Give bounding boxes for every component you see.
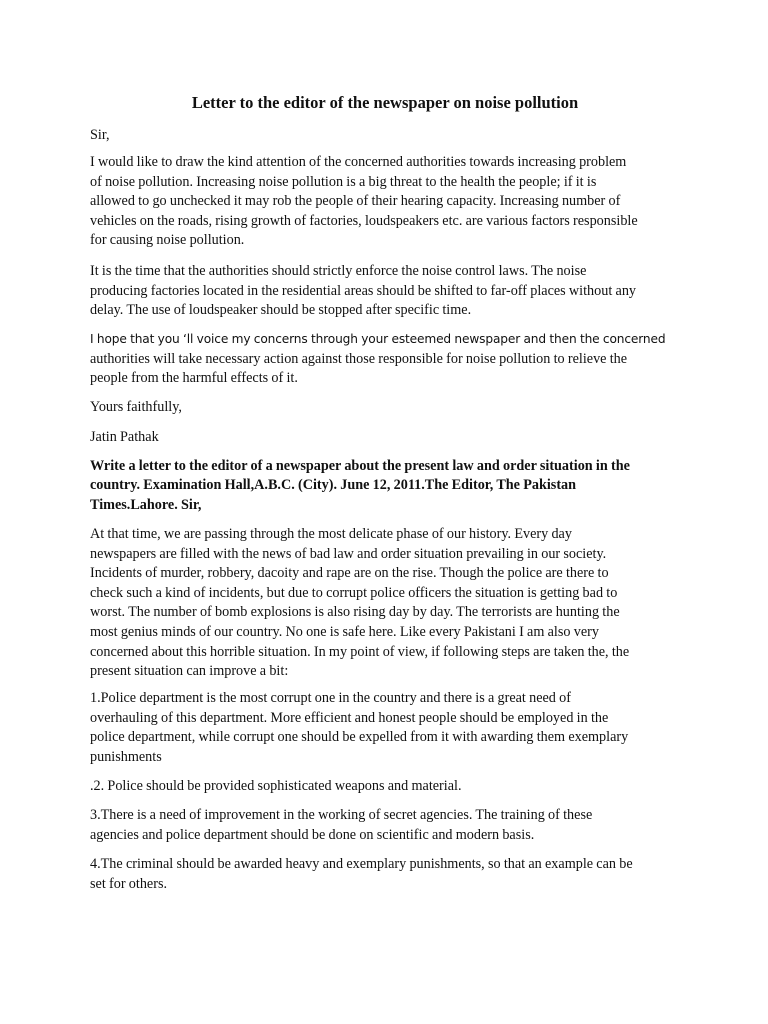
section-heading (90, 457, 680, 515)
paragraph-1 (90, 153, 680, 251)
list-item-2 (90, 777, 680, 797)
paragraph-line: for causing noise pollution. (90, 232, 245, 249)
paragraph-line: 3.There is a need of improvement in the working of secret agencies. The training of these (90, 807, 593, 823)
paragraph-line: worst. The number of bomb explosions is also rising day by day. The terrorists are hunting the (90, 604, 620, 621)
paragraph-line: producing factories located in the residential areas should be shifted to far-off places without any (90, 282, 637, 299)
salutation: Sir, (90, 127, 110, 143)
paragraph-line: overhauling of this department. More efficient and honest people should be employed in the (90, 709, 609, 726)
paragraph-line: present situation can improve a bit: (90, 663, 289, 680)
paragraph-line: vehicles on the roads, rising growth of factories, loudspeakers etc. are various factors responsible (90, 212, 638, 229)
paragraph-4 (90, 525, 680, 682)
paragraph-line: people from the harmful effects of it. (90, 370, 298, 387)
paragraph-line: punishments (90, 748, 162, 765)
heading-line: Times.Lahore. Sir, (90, 496, 202, 513)
paragraph-line: newspapers are filled with the news of bad law and order situation prevailing in our society. (90, 545, 607, 562)
paragraph-line: check such a kind of incidents, but due to corrupt police officers the situation is getting bad to (90, 584, 618, 601)
paragraph-line: I hope that you ‘ll voice my concerns through your esteemed newspaper and then the concerned (90, 332, 666, 346)
paragraph-3 (90, 330, 680, 389)
paragraph-line: At that time, we are passing through the most delicate phase of our history. Every day (90, 526, 572, 542)
paragraph-line: of noise pollution. Increasing noise pollution is a big threat to the health the people; if it is (90, 173, 597, 190)
heading-line: country. Examination Hall,A.B.C. (City). June 12, 2011.The Editor, The Pakistan (90, 477, 577, 494)
closing: Yours faithfully, (90, 399, 182, 415)
paragraph-line: It is the time that the authorities should strictly enforce the noise control laws. The noise (90, 263, 587, 279)
paragraph-line: authorities will take necessary action against those responsible for noise pollution to relieve the (90, 350, 628, 367)
paragraph-line: .2. Police should be provided sophisticated weapons and material. (90, 778, 462, 794)
paragraph-line: delay. The use of loudspeaker should be stopped after specific time. (90, 302, 472, 319)
heading-line: Write a letter to the editor of a newspaper about the present law and order situation in the (90, 458, 630, 474)
paragraph-line: 1.Police department is the most corrupt one in the country and there is a great need of (90, 690, 571, 706)
paragraph-line: I would like to draw the kind attention of the concerned authorities towards increasing problem (90, 154, 627, 170)
list-item-3 (90, 806, 680, 845)
list-item-1 (90, 689, 680, 767)
paragraph-line: most genius minds of our country. No one is safe here. Like every Pakistani I am also very (90, 623, 599, 640)
paragraph-line: Incidents of murder, robbery, dacoity and rape are on the rise. Though the police are there to (90, 565, 609, 582)
signature: Jatin Pathak (90, 429, 159, 445)
paragraph-line: allowed to go unchecked it may rob the people of their hearing capacity. Increasing number of (90, 193, 621, 210)
list-item-4 (90, 855, 680, 894)
page-title: Letter to the editor of the newspaper on noise pollution (191, 93, 579, 112)
paragraph-line: set for others. (90, 875, 168, 892)
paragraph-line: 4.The criminal should be awarded heavy and exemplary punishments, so that an example can be (90, 856, 633, 872)
paragraph-line: police department, while corrupt one should be expelled from it with awarding them exemplary (90, 729, 629, 746)
paragraph-line: agencies and police department should be done on scientific and modern basis. (90, 826, 535, 843)
paragraph-line: concerned about this horrible situation. In my point of view, if following steps are taken the, the (90, 643, 630, 660)
paragraph-2 (90, 262, 680, 321)
